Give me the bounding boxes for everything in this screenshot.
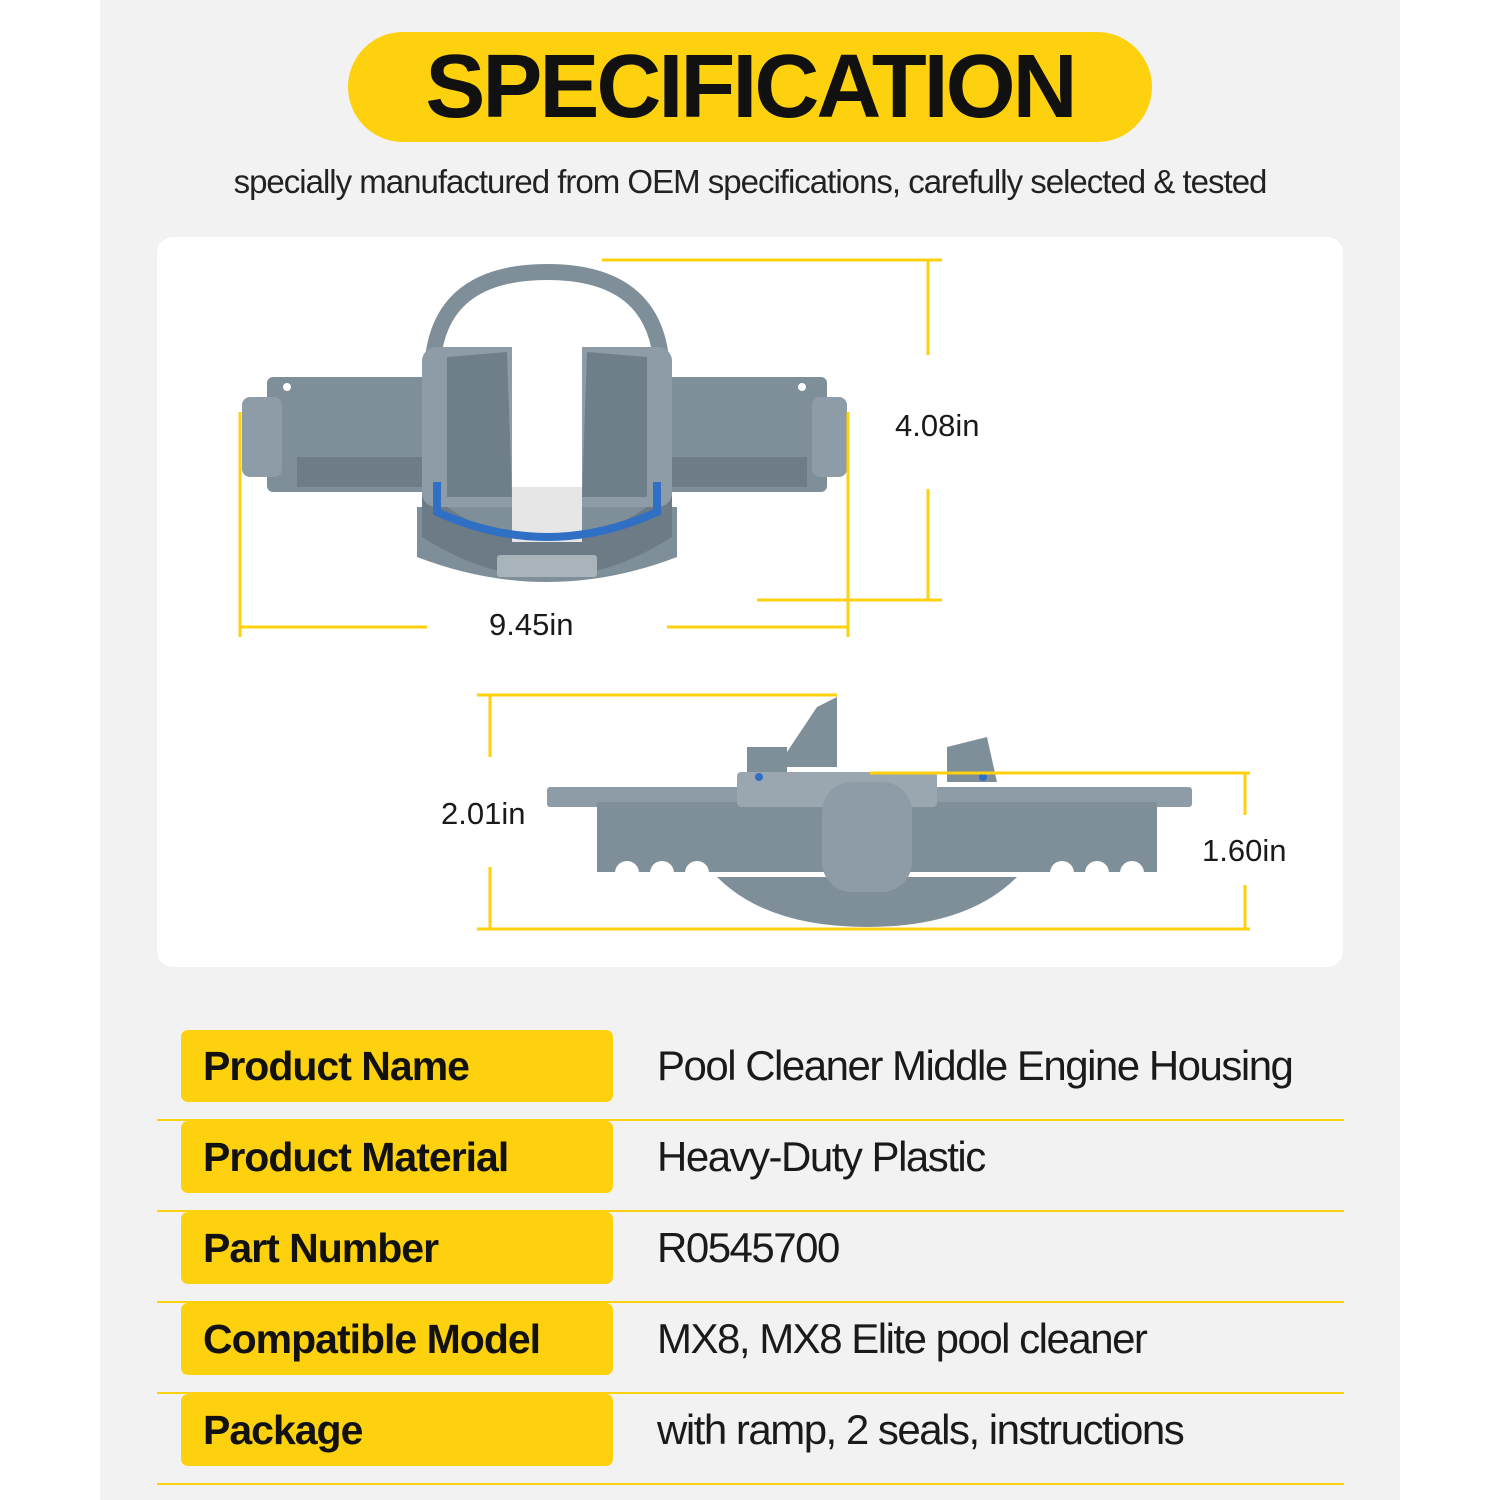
spec-row	[157, 1394, 1344, 1485]
spec-value: Pool Cleaner Middle Engine Housing	[657, 1042, 1293, 1089]
spec-value: R0545700	[657, 1224, 839, 1271]
product-figure-card	[157, 237, 1343, 967]
dimension-height-side-right: 1.60in	[1202, 833, 1287, 868]
title-banner	[348, 32, 1152, 142]
spec-label: Compatible Model	[181, 1303, 613, 1375]
spec-value: with ramp, 2 seals, instructions	[657, 1406, 1184, 1453]
subtitle: specially manufactured from OEM specifications, carefully selected & tested	[233, 163, 1267, 200]
spec-value: Heavy-Duty Plastic	[657, 1133, 985, 1180]
spec-label: Product Name	[181, 1030, 613, 1102]
spec-row	[157, 1303, 1344, 1394]
dimension-height-top: 4.08in	[895, 408, 980, 443]
page-title: SPECIFICATION	[425, 37, 1075, 137]
dimension-height-side-left: 2.01in	[441, 796, 526, 831]
top-view-part	[242, 272, 847, 582]
spec-row	[157, 1212, 1344, 1303]
spec-label: Product Material	[181, 1121, 613, 1193]
spec-label: Package	[181, 1394, 613, 1466]
product-diagram	[157, 237, 1343, 967]
spec-value: MX8, MX8 Elite pool cleaner	[657, 1315, 1147, 1362]
spec-row	[157, 1030, 1344, 1121]
row-divider	[157, 1483, 1344, 1485]
dimension-width-top: 9.45in	[489, 607, 574, 642]
spec-label: Part Number	[181, 1212, 613, 1284]
spec-row	[157, 1121, 1344, 1212]
side-view-part	[547, 697, 1192, 927]
